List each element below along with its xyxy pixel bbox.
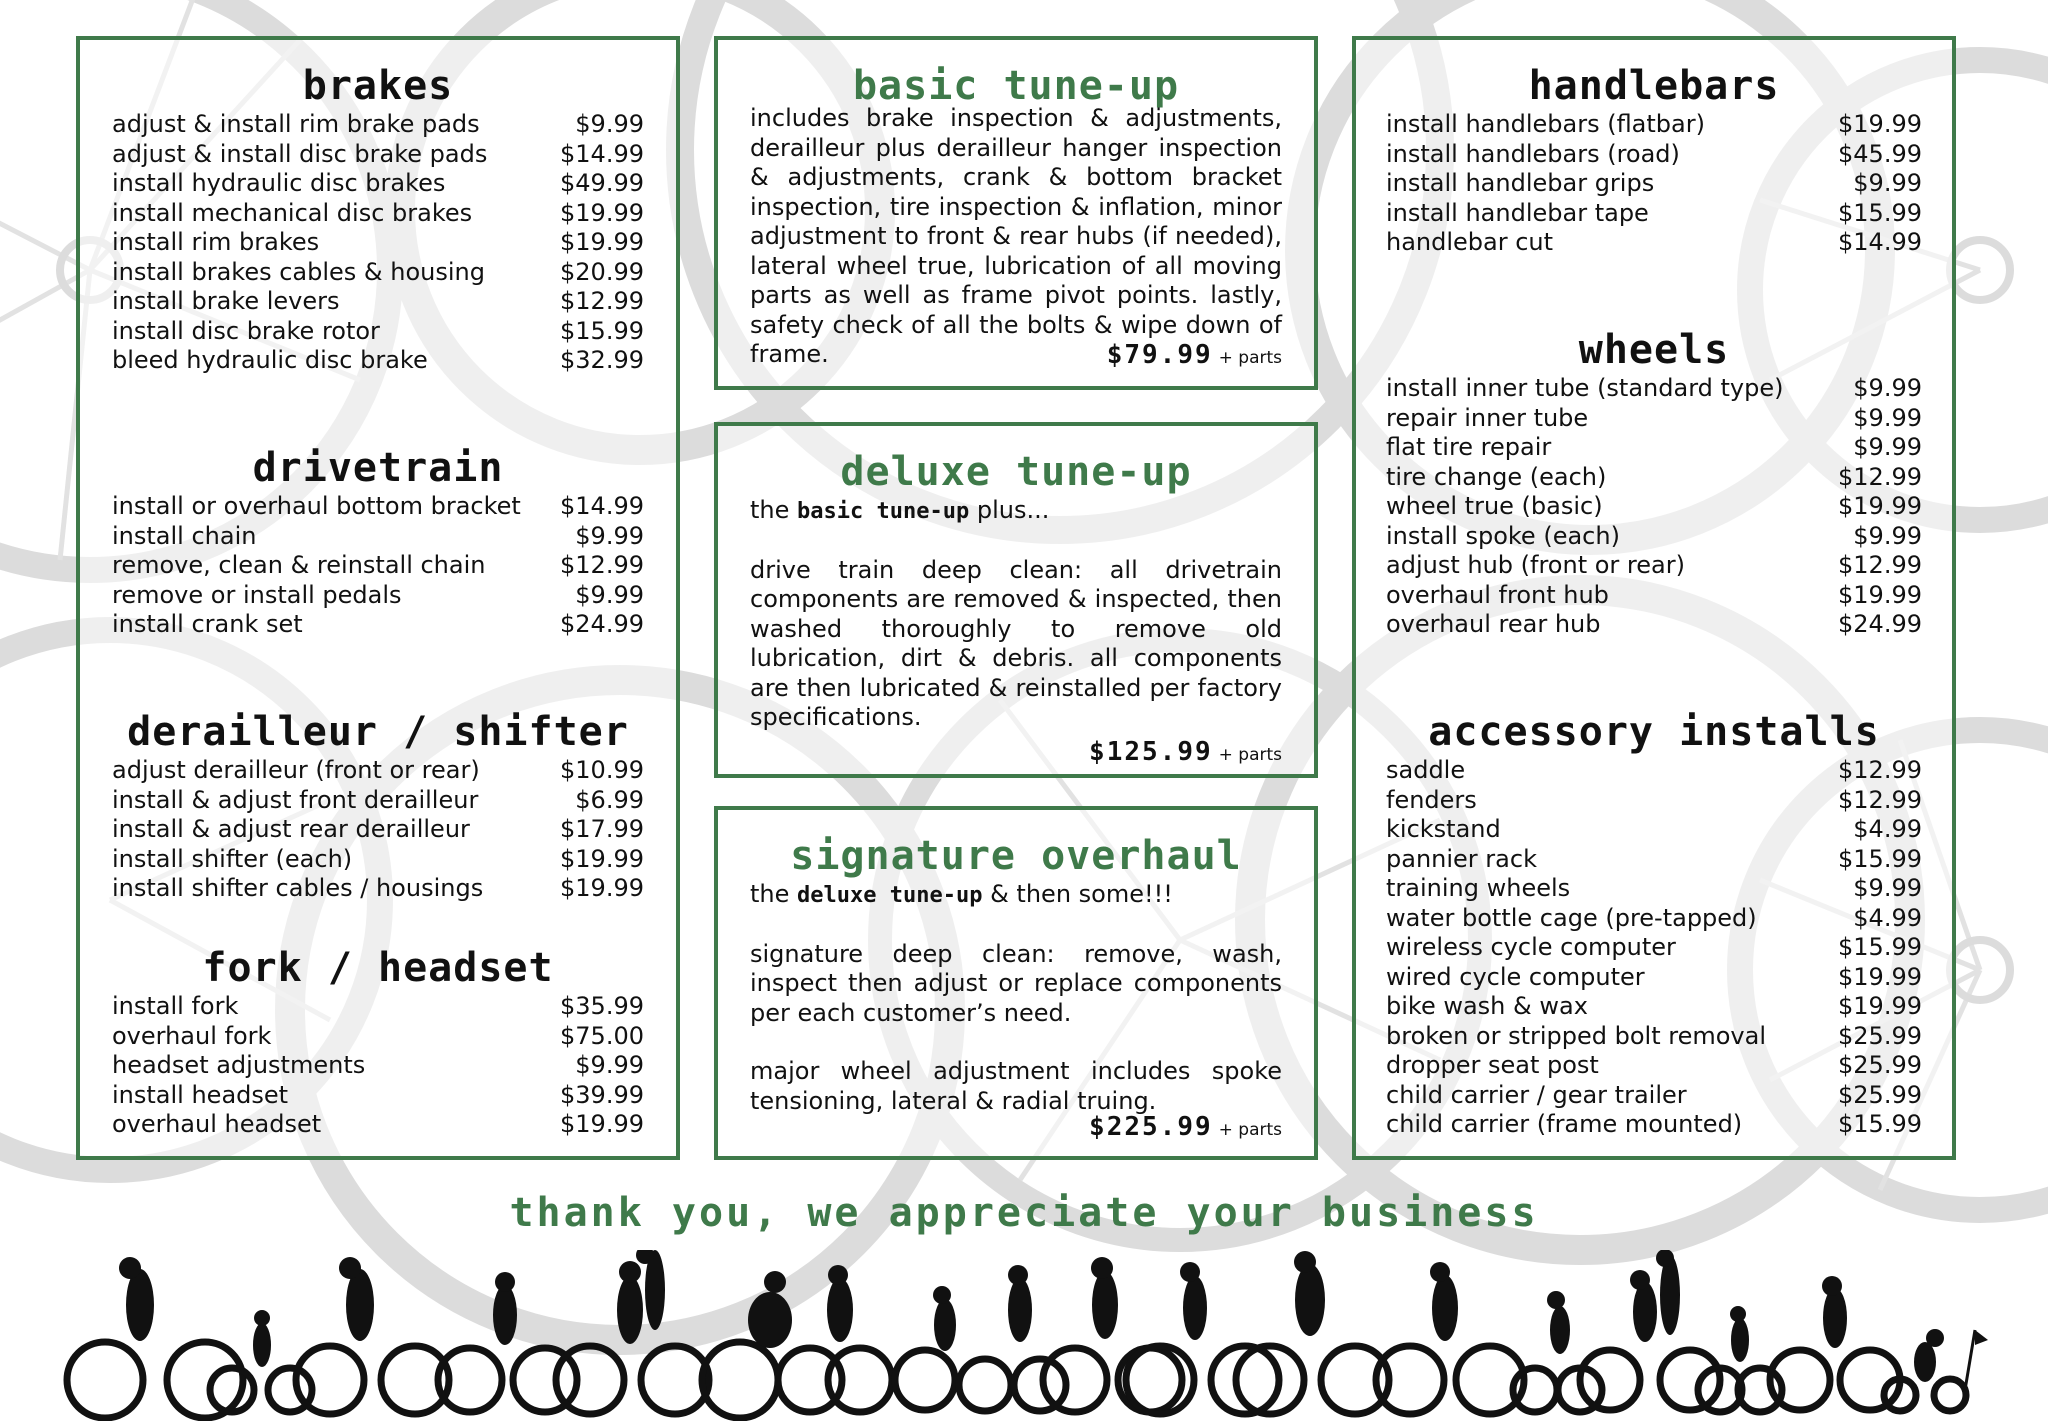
- service-name: handlebar cut: [1386, 228, 1554, 256]
- service-name: flat tire repair: [1386, 433, 1552, 461]
- service-name: install handlebars (road): [1386, 139, 1680, 168]
- list-item: [1386, 786, 1922, 816]
- service-price: $19.99: [1838, 110, 1922, 138]
- list-item: [1386, 904, 1922, 934]
- section-title: accessory installs: [1428, 709, 1880, 755]
- service-price: $9.99: [575, 1051, 644, 1079]
- service-price: $4.99: [1853, 903, 1922, 932]
- service-price: $15.99: [1838, 1110, 1922, 1138]
- section-title: brakes: [302, 63, 454, 109]
- list-item: [112, 346, 644, 376]
- service-price: $19.99: [560, 228, 644, 256]
- service-price: $9.99: [575, 521, 644, 550]
- list-item: [1386, 433, 1922, 463]
- service-name: adjust & install disc brake pads: [112, 139, 488, 168]
- service-name: install brake levers: [112, 287, 340, 315]
- service-name: tire change (each): [1386, 462, 1607, 491]
- list-item: [1386, 581, 1922, 611]
- service-name: saddle: [1386, 756, 1466, 784]
- package-intro: [750, 496, 1282, 527]
- section-handlebars: [1356, 64, 1952, 258]
- service-name: adjust hub (front or rear): [1386, 551, 1685, 579]
- list-item: [112, 874, 644, 904]
- list-item: [1386, 845, 1922, 875]
- service-name: bleed hydraulic disc brake: [112, 346, 428, 374]
- service-name: child carrier / gear trailer: [1386, 1080, 1687, 1109]
- service-name: training wheels: [1386, 874, 1571, 902]
- service-price: $9.99: [1853, 874, 1922, 902]
- service-price: $15.99: [1838, 933, 1922, 961]
- price-list: [112, 492, 644, 640]
- list-item: [1386, 1081, 1922, 1111]
- price-list: [1386, 110, 1922, 258]
- parts-note: + parts: [1218, 347, 1282, 368]
- package-price: $125.99: [1089, 736, 1213, 767]
- service-name: kickstand: [1386, 815, 1501, 843]
- service-price: $12.99: [1838, 756, 1922, 784]
- parts-note: + parts: [1218, 744, 1282, 765]
- section-title: drivetrain: [252, 445, 504, 491]
- list-item: [112, 317, 644, 347]
- service-price: $14.99: [1838, 228, 1922, 256]
- list-item: [112, 551, 644, 581]
- price-list: [1386, 756, 1922, 1140]
- service-name: wired cycle computer: [1386, 962, 1645, 991]
- list-item: [112, 1110, 644, 1140]
- service-price: $75.00: [560, 1021, 644, 1050]
- list-item: [1386, 1110, 1922, 1140]
- list-item: [112, 110, 644, 140]
- service-price: $9.99: [1853, 433, 1922, 461]
- section-title: wheels: [1578, 327, 1730, 373]
- list-item: [112, 258, 644, 288]
- service-name: install mechanical disc brakes: [112, 198, 473, 227]
- list-item: [1386, 522, 1922, 552]
- list-item: [112, 992, 644, 1022]
- service-price: $9.99: [575, 110, 644, 138]
- parts-note: + parts: [1218, 1120, 1282, 1140]
- service-name: install shifter (each): [112, 844, 353, 873]
- service-name: pannier rack: [1386, 844, 1537, 873]
- list-item: [1386, 374, 1922, 404]
- list-item: [1386, 1022, 1922, 1052]
- service-price: $19.99: [1838, 492, 1922, 520]
- package-basic-tune-up: [718, 64, 1314, 373]
- package-title: signature overhaul: [790, 833, 1242, 879]
- service-name: install inner tube (standard type): [1386, 374, 1784, 402]
- list-item: [1386, 404, 1922, 434]
- section-fork-headset: [80, 946, 676, 1140]
- list-item: [112, 786, 644, 816]
- service-name: install brakes cables & housing: [112, 257, 485, 286]
- service-price: $19.99: [1838, 992, 1922, 1020]
- section-wheels: [1356, 328, 1952, 640]
- service-name: adjust derailleur (front or rear): [112, 756, 480, 784]
- list-item: [112, 140, 644, 170]
- service-price: $12.99: [560, 287, 644, 315]
- service-name: dropper seat post: [1386, 1051, 1599, 1079]
- list-item: [112, 199, 644, 229]
- list-item: [112, 492, 644, 522]
- service-price: $12.99: [560, 551, 644, 579]
- section-title: handlebars: [1528, 63, 1780, 109]
- left-services-panel: [76, 36, 680, 1160]
- list-item: [1386, 169, 1922, 199]
- list-item: [112, 815, 644, 845]
- service-name: install handlebars (flatbar): [1386, 110, 1705, 138]
- service-name: install handlebar tape: [1386, 198, 1649, 227]
- basic-tune-up-panel: [714, 36, 1318, 390]
- package-signature-overhaul: [718, 834, 1314, 1145]
- package-title: basic tune-up: [852, 63, 1180, 109]
- service-name: broken or stripped bolt removal: [1386, 1021, 1767, 1050]
- section-brakes: [80, 64, 676, 376]
- thank-you-message: thank you, we appreciate your business: [509, 1190, 1539, 1236]
- service-price: $9.99: [1853, 374, 1922, 402]
- service-name: adjust & install rim brake pads: [112, 110, 480, 138]
- service-name: install shifter cables / housings: [112, 874, 484, 902]
- section-title: derailleur / shifter: [127, 709, 629, 755]
- section-derailleur-shifter: [80, 710, 676, 904]
- service-price: $12.99: [1838, 785, 1922, 814]
- list-item: [112, 581, 644, 611]
- service-name: install headset: [112, 1080, 289, 1109]
- service-price: $9.99: [1853, 521, 1922, 550]
- signature-overhaul-panel: [714, 806, 1318, 1160]
- package-price: $79.99: [1106, 339, 1213, 370]
- list-item: [1386, 110, 1922, 140]
- service-name: headset adjustments: [112, 1051, 366, 1079]
- service-name: remove, clean & reinstall chain: [112, 551, 486, 579]
- list-item: [112, 756, 644, 786]
- service-name: child carrier (frame mounted): [1386, 1110, 1743, 1138]
- service-name: install & adjust front derailleur: [112, 785, 479, 814]
- service-name: wheel true (basic): [1386, 492, 1603, 520]
- package-price-line: [750, 737, 1282, 770]
- service-name: install & adjust rear derailleur: [112, 815, 470, 843]
- price-list: [112, 110, 644, 376]
- list-item: [1386, 463, 1922, 493]
- package-intro: [750, 880, 1282, 911]
- service-price: $20.99: [560, 257, 644, 286]
- service-price: $19.99: [560, 1110, 644, 1138]
- price-list: [112, 992, 644, 1140]
- service-name: fenders: [1386, 785, 1477, 814]
- list-item: [1386, 756, 1922, 786]
- list-item: [112, 1081, 644, 1111]
- list-item: [1386, 815, 1922, 845]
- list-item: [1386, 492, 1922, 522]
- list-item: [112, 610, 644, 640]
- list-item: [112, 1022, 644, 1052]
- package-description: includes brake inspection & adjustments, derailleur plus derailleur hanger inspection & adjustments, crank & bottom bracket inspection, tire inspection & inflation, minor adjustment to front & rear hubs (if needed), lateral wheel true, lubrication of all moving parts as well as frame pivot points. lastly, safety check of all the bolts & wipe down of frame.: [750, 104, 1282, 368]
- list-item: [1386, 874, 1922, 904]
- list-item: [1386, 610, 1922, 640]
- intro-suffix: plus...: [969, 496, 1050, 524]
- service-price: $10.99: [560, 756, 644, 784]
- package-title: deluxe tune-up: [840, 449, 1192, 495]
- service-price: $6.99: [575, 785, 644, 814]
- price-list: [112, 756, 644, 904]
- service-price: $9.99: [1853, 169, 1922, 197]
- intro-suffix: & then some!!!: [982, 880, 1173, 908]
- package-description: signature deep clean: remove, wash, inspect then adjust or replace components per each customer’s need.: [750, 939, 1282, 1027]
- package-price-line: [750, 340, 1282, 373]
- service-name: install disc brake rotor: [112, 316, 380, 345]
- package-description: major wheel adjustment includes spoke tensioning, lateral & radial truing.: [750, 1057, 1282, 1115]
- service-name: bike wash & wax: [1386, 992, 1588, 1020]
- service-price: $19.99: [1838, 962, 1922, 991]
- list-item: [1386, 1051, 1922, 1081]
- section-accessory-installs: [1356, 710, 1952, 1140]
- list-item: [112, 522, 644, 552]
- service-price: $49.99: [560, 169, 644, 197]
- intro-prefix: the: [750, 880, 798, 908]
- list-item: [112, 1051, 644, 1081]
- section-title: fork / headset: [202, 945, 554, 991]
- list-item: [1386, 551, 1922, 581]
- service-price: $25.99: [1838, 1080, 1922, 1109]
- service-name: wireless cycle computer: [1386, 933, 1676, 961]
- list-item: [1386, 933, 1922, 963]
- price-list: [1386, 374, 1922, 640]
- service-price: $15.99: [1838, 198, 1922, 227]
- service-price: $45.99: [1838, 139, 1922, 168]
- intro-prefix: the: [750, 496, 798, 524]
- service-name: overhaul front hub: [1386, 580, 1609, 609]
- service-name: install spoke (each): [1386, 521, 1620, 550]
- list-item: [112, 169, 644, 199]
- service-name: overhaul fork: [112, 1021, 272, 1050]
- service-price: $25.99: [1838, 1051, 1922, 1079]
- right-services-panel: [1352, 36, 1956, 1160]
- list-item: [112, 228, 644, 258]
- package-price: $225.99: [1089, 1112, 1213, 1142]
- service-price: $39.99: [560, 1080, 644, 1109]
- service-price: $19.99: [560, 844, 644, 873]
- service-price: $4.99: [1853, 815, 1922, 843]
- list-item: [1386, 228, 1922, 258]
- service-name: install hydraulic disc brakes: [112, 169, 446, 197]
- service-name: overhaul rear hub: [1386, 610, 1601, 638]
- service-name: install fork: [112, 992, 239, 1020]
- service-price: $32.99: [560, 346, 644, 374]
- service-price: $24.99: [1838, 610, 1922, 638]
- service-price: $9.99: [575, 580, 644, 609]
- service-price: $19.99: [1838, 580, 1922, 609]
- service-name: repair inner tube: [1386, 403, 1589, 432]
- list-item: [1386, 199, 1922, 229]
- service-name: install chain: [112, 521, 257, 550]
- intro-reference: deluxe tune-up: [797, 883, 983, 908]
- list-item: [112, 287, 644, 317]
- service-name: install crank set: [112, 610, 303, 638]
- service-price: $14.99: [560, 492, 644, 520]
- intro-reference: basic tune-up: [797, 499, 970, 524]
- package-price-line: [750, 1112, 1282, 1145]
- service-price: $17.99: [560, 815, 644, 843]
- service-name: remove or install pedals: [112, 580, 402, 609]
- service-price: $15.99: [560, 316, 644, 345]
- service-name: install rim brakes: [112, 228, 320, 256]
- list-item: [1386, 963, 1922, 993]
- list-item: [1386, 992, 1922, 1022]
- family-cyclists-silhouette-icon: [0, 1250, 2048, 1421]
- service-name: water bottle cage (pre-tapped): [1386, 903, 1757, 932]
- package-deluxe-tune-up: [718, 450, 1314, 770]
- service-name: overhaul headset: [112, 1110, 322, 1138]
- service-price: $35.99: [560, 992, 644, 1020]
- service-price: $9.99: [1853, 403, 1922, 432]
- service-price: $12.99: [1838, 462, 1922, 491]
- section-drivetrain: [80, 446, 676, 640]
- service-name: install handlebar grips: [1386, 169, 1655, 197]
- service-price: $12.99: [1838, 551, 1922, 579]
- service-price: $24.99: [560, 610, 644, 638]
- deluxe-tune-up-panel: [714, 422, 1318, 778]
- list-item: [1386, 140, 1922, 170]
- service-name: install or overhaul bottom bracket: [112, 492, 521, 520]
- package-description: drive train deep clean: all drivetrain components are removed & inspected, then washed thoroughly to remove old lubrication, dirt & debris. all components are then lubricated & reinstalled per factory specifications.: [750, 555, 1282, 731]
- service-price: $14.99: [560, 139, 644, 168]
- service-price: $15.99: [1838, 844, 1922, 873]
- service-price: $19.99: [560, 874, 644, 902]
- list-item: [112, 845, 644, 875]
- service-price: $19.99: [560, 198, 644, 227]
- service-price: $25.99: [1838, 1021, 1922, 1050]
